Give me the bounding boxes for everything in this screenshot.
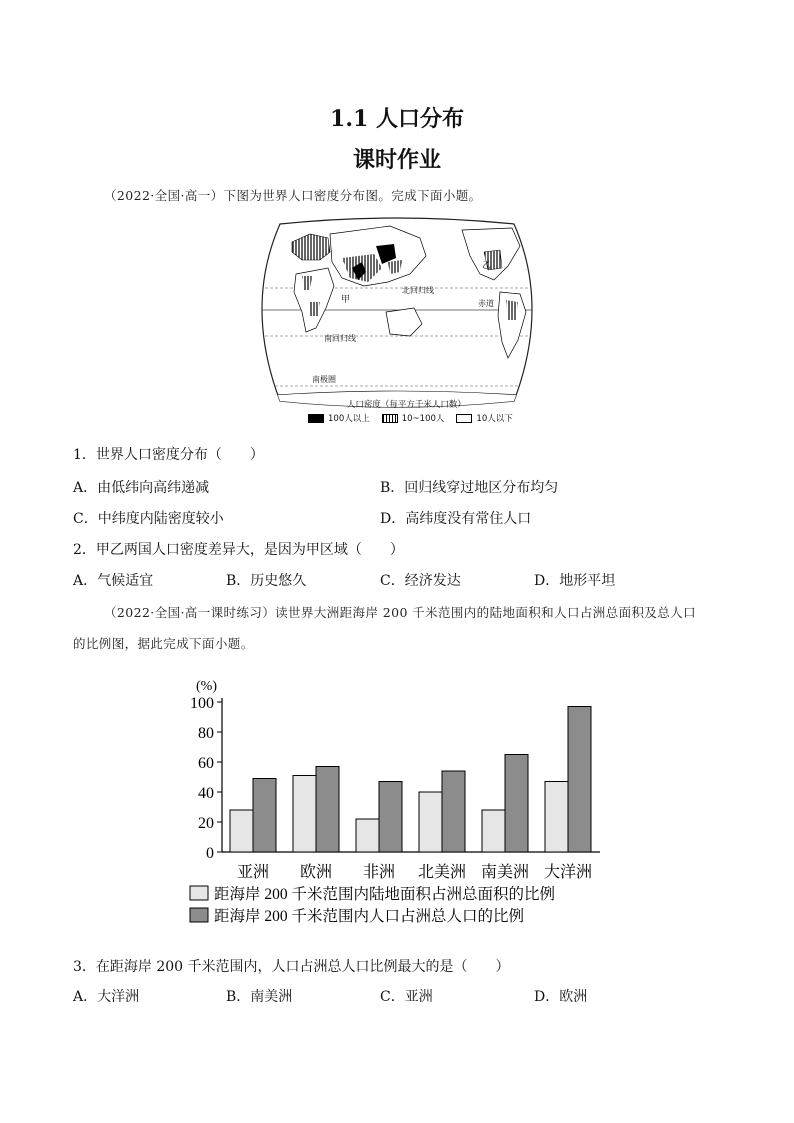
question-3-option-d[interactable]: D．欧洲 [534, 989, 588, 1005]
category-label: 南美洲 [480, 864, 530, 881]
legend-swatch [190, 886, 208, 900]
coastal-ratio-bar-chart [170, 670, 610, 940]
question-1-option-c[interactable]: C．中纬度内陆密度较小 [73, 511, 224, 527]
bar-area [230, 810, 253, 852]
y-tick-label: 60 [198, 755, 214, 772]
legend-title: 人口密度（每平方千米人口数） [346, 400, 466, 410]
label-south-tropic: 南回归线 [324, 334, 356, 343]
label-equator: 赤道 [478, 299, 494, 308]
bar-population [253, 779, 276, 853]
label-antarctic-circle: 南极圈 [312, 375, 336, 384]
y-tick-label: 0 [206, 845, 214, 862]
section2-intro-line2: 的比例图，据此完成下面小题。 [73, 636, 254, 651]
question-2-option-c[interactable]: C．经济发达 [380, 573, 461, 589]
legend-label-low: 10人以下 [476, 414, 513, 424]
label-yi: 乙 [482, 261, 492, 271]
legend-label: 距海岸 200 千米范围内人口占洲总人口的比例 [214, 908, 525, 925]
question-3-stem: 3．在距海岸 200 千米范围内，人口占洲总人口比例最大的是（ ） [73, 959, 510, 975]
question-3-option-b[interactable]: B．南美洲 [226, 989, 293, 1005]
bar-population [316, 767, 339, 853]
section2-intro-line1: （2022·全国·高一课时练习）读世界大洲距海岸 200 千米范围内的陆地面积和人口占洲总面积及总人口 [104, 605, 696, 620]
legend-label-mid: 10~100人 [401, 414, 445, 424]
question-1-option-d[interactable]: D．高纬度没有常住人口 [380, 511, 532, 527]
bar-area [293, 776, 316, 853]
population-density-map [250, 216, 544, 428]
question-2-option-a[interactable]: A．气候适宜 [73, 573, 154, 589]
question-1-option-b[interactable]: B．回归线穿过地区分布均匀 [380, 480, 559, 496]
y-tick-label: 80 [198, 725, 214, 742]
legend-label: 距海岸 200 千米范围内陆地面积占洲总面积的比例 [214, 886, 556, 903]
bar-area [545, 782, 568, 853]
legend-label-high: 100人以上 [328, 414, 370, 424]
category-label: 亚洲 [236, 864, 270, 881]
label-north-tropic: 北回归线 [402, 286, 434, 295]
y-tick-label: 100 [190, 695, 214, 712]
category-label: 北美洲 [417, 864, 467, 881]
bar-population [505, 755, 528, 853]
label-jia: 甲 [341, 295, 351, 305]
page-subtitle: 课时作业 [352, 147, 441, 173]
y-tick-label: 20 [198, 815, 214, 832]
legend-swatch-high [308, 414, 324, 423]
question-3-option-c[interactable]: C．亚洲 [380, 989, 433, 1005]
legend-swatch-mid [382, 414, 398, 423]
question-1-stem: 1．世界人口密度分布（ ） [73, 447, 264, 463]
bar-population [379, 782, 402, 853]
y-axis-label: (%) [196, 679, 217, 694]
category-label: 欧洲 [299, 864, 333, 881]
question-2-option-d[interactable]: D．地形平坦 [534, 573, 616, 589]
section1-intro: （2022·全国·高一）下图为世界人口密度分布图。完成下面小题。 [104, 188, 482, 203]
question-1-option-a[interactable]: A．由低纬向高纬递减 [73, 480, 210, 496]
question-2-stem: 2．甲乙两国人口密度差异大，是因为甲区域（ ） [73, 542, 404, 558]
question-2-option-b[interactable]: B．历史悠久 [226, 573, 307, 589]
question-3-option-a[interactable]: A．大洋洲 [73, 989, 140, 1005]
bar-population [442, 771, 465, 852]
legend-swatch [190, 908, 208, 922]
legend-swatch-low [456, 414, 472, 423]
bar-area [356, 819, 379, 852]
bar-area [419, 792, 442, 852]
category-label: 非洲 [362, 864, 396, 881]
y-tick-label: 40 [198, 785, 214, 802]
map-legend [308, 398, 513, 424]
page-title: 1.1 人口分布 [330, 106, 464, 132]
bar-area [482, 810, 505, 852]
bar-population [568, 707, 591, 853]
category-label: 大洋洲 [543, 864, 593, 881]
